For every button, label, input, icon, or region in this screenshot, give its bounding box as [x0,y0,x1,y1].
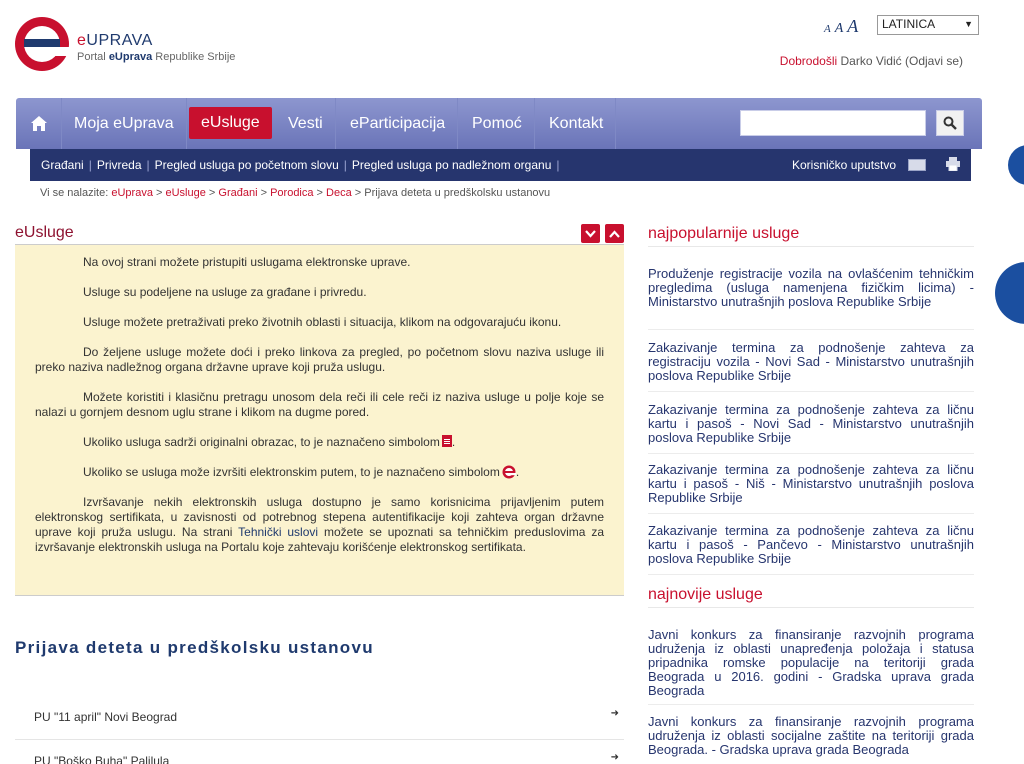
font-large-button[interactable]: A [847,16,859,36]
search-icon [943,116,957,130]
subnav-privreda[interactable]: Privreda [96,158,142,172]
popular-service-item[interactable]: Produženje registracije vozila na ovlašćenim tehničkim pregledima (usluga namenjena fizičkim licima) - Ministarstvo unutrašnjih poslova Republike Srbije [648,267,974,330]
chevron-down-icon [585,230,596,238]
breadcrumb-current: Prijava deteta u predškolsku ustanovu [364,187,551,199]
eprava-logo-icon[interactable] [14,16,70,72]
side-widget-circle[interactable] [995,262,1024,324]
eusluge-info-box [15,244,624,596]
info-paragraph: Izvršavanje nekih elektronskih usluga dostupno je samo korisnicima prijavljenim putem elektronskog sertifikata, u zavisnosti od potrebnog stepena autentifikacije koji zahteva organ državne uprave koji pruža uslugu. Na strani Tehnički uslovi možete se upoznati sa tehničkim preduslovima za izvršavanje elektronskih usluga na Portalu koje zahtevaju korišćenje elektronskog sertifikata. [35,495,605,554]
brand-title[interactable]: eUPRAVA [77,32,153,49]
arrow-right-icon: ➜ [610,752,619,763]
info-paragraph: Do željene usluge možete doći i preko linkova za pregled, po početnom slovu naziva usluge ili preko naziva nadležnog organa državne uprave koji pruža uslugu. [35,345,604,374]
popular-services-title: najpopularnije usluge [648,225,974,247]
breadcrumb-item[interactable]: Porodica [270,187,314,199]
search-button[interactable] [936,110,964,136]
service-title: Prijava deteta u predškolsku ustanovu [15,638,374,657]
technical-conditions-link[interactable]: Tehnički uslovi [238,525,319,539]
popular-service-item[interactable]: Zakazivanje termina za podnošenje zahteva za ličnu kartu i pasoš - Novi Sad - Ministarstvo unutrašnjih poslova Republike Srbije [648,403,974,454]
nav-eusluge[interactable]: eUsluge [189,107,272,139]
list-item[interactable]: PU "Boško Buha" Palilula ➜ [15,740,624,764]
popular-service-item[interactable]: Zakazivanje termina za podnošenje zahteva za registraciju vozila - Novi Sad - Ministarstvo unutrašnjih poslova Republike Srbije [648,341,974,392]
search-input[interactable] [740,110,926,136]
brand-subtitle: Portal eUprava Republike Srbije [77,51,236,63]
subnav-by-letter[interactable]: Pregled usluga po početnom slovu [154,158,339,172]
newest-service-item[interactable]: Javni konkurs za finansiranje razvojnih programa udruženja iz oblasti socijalne zaštite na teritoriji grada Beograda. - Gradska uprava grada Beograda [648,714,974,757]
welcome-bar: Dobrodošli Darko Vidić (Odjavi se) [779,54,963,68]
chevron-up-icon [609,230,620,238]
nav-pomoc[interactable]: Pomoć [460,98,535,149]
nav-vesti[interactable]: Vesti [276,98,336,149]
print-icon[interactable] [946,157,960,171]
logout-link[interactable]: (Odjavi se) [904,54,963,68]
user-manual-link[interactable]: Korisničko uputstvo [792,158,897,172]
home-button[interactable] [16,98,62,149]
nav-moja-euprava[interactable]: Moja eUprava [62,98,187,149]
info-paragraph: Ukoliko se usluga može izvršiti elektronskim putem, to je naznačeno simbolom . [83,465,520,479]
home-icon [30,115,48,132]
breadcrumb-item[interactable]: eUsluge [165,187,206,199]
breadcrumb-item[interactable]: eUprava [111,187,153,199]
breadcrumb-item[interactable]: Deca [326,187,352,199]
nav-kontakt[interactable]: Kontakt [537,98,616,149]
info-paragraph: Usluge su podeljene na usluge za građane i privredu. [83,285,367,299]
newest-services-title: najnovije usluge [648,586,974,608]
sub-navigation: Građani | Privreda | Pregled usluga po početnom slovu | Pregled usluga po nadležnom organu | Korisničko uputstvo [30,149,971,181]
newest-service-item[interactable]: Javni konkurs za finansiranje razvojnih programa udruženja iz oblasti unapređenja položaja i statusa pripadnika romske populacije na teritoriji grada Beograda u 2016. godini - Gradska uprava grada Beograda [648,628,974,705]
breadcrumb-item[interactable]: Građani [218,187,258,199]
nav-eparticipacija[interactable]: eParticipacija [338,98,458,149]
document-form-icon [442,435,452,447]
breadcrumb: Vi se nalazite: eUprava > eUsluge > Građani > Porodica > Deca > Prijava deteta u predškolsku ustanovu [40,187,551,199]
info-paragraph: Na ovoj strani možete pristupiti uslugama elektronske uprave. [83,255,411,269]
side-widget-circle[interactable] [1008,145,1024,185]
subnav-gradjani[interactable]: Građani [41,158,84,172]
popular-service-item[interactable]: Zakazivanje termina za podnošenje zahteva za ličnu kartu i pasoš - Pančevo - Ministarstvo unutrašnjih poslova Republike Srbije [648,524,974,575]
eusluge-title: eUsluge [15,224,74,241]
chevron-down-icon: ▼ [964,19,973,29]
subnav-by-organ[interactable]: Pregled usluga po nadležnom organu [351,158,552,172]
info-paragraph: Usluge možete pretraživati preko životnih oblasti i situacija, klikom na odgovarajuću ikonu. [83,315,562,329]
expand-button[interactable] [605,224,624,243]
info-paragraph: Ukoliko usluga sadrži originalni obrazac, to je naznačeno simbolom . [83,435,456,449]
language-select[interactable]: LATINICA ▼ [877,15,979,35]
user-name: Darko Vidić [840,54,902,68]
popular-service-item[interactable]: Zakazivanje termina za podnošenje zahteva za ličnu kartu i pasoš - Niš - Ministarstvo unutrašnjih poslova Republike Srbije [648,463,974,514]
info-paragraph: Možete koristiti i klasičnu pretragu unosom dela reči ili cele reči iz naziva usluge u polje koje se nalazi u gornjem desnom uglu strane i klikom na dugme pored. [35,390,604,419]
main-navigation [16,98,982,149]
list-item[interactable]: PU "11 april" Novi Beograd ➜ [15,696,624,740]
font-medium-button[interactable]: A [834,21,844,36]
collapse-button[interactable] [581,224,600,243]
font-small-button[interactable]: A [824,23,831,35]
mail-icon[interactable] [908,159,926,171]
font-size-controls [824,16,859,37]
arrow-right-icon: ➜ [610,708,619,719]
electronic-service-icon [502,465,516,479]
